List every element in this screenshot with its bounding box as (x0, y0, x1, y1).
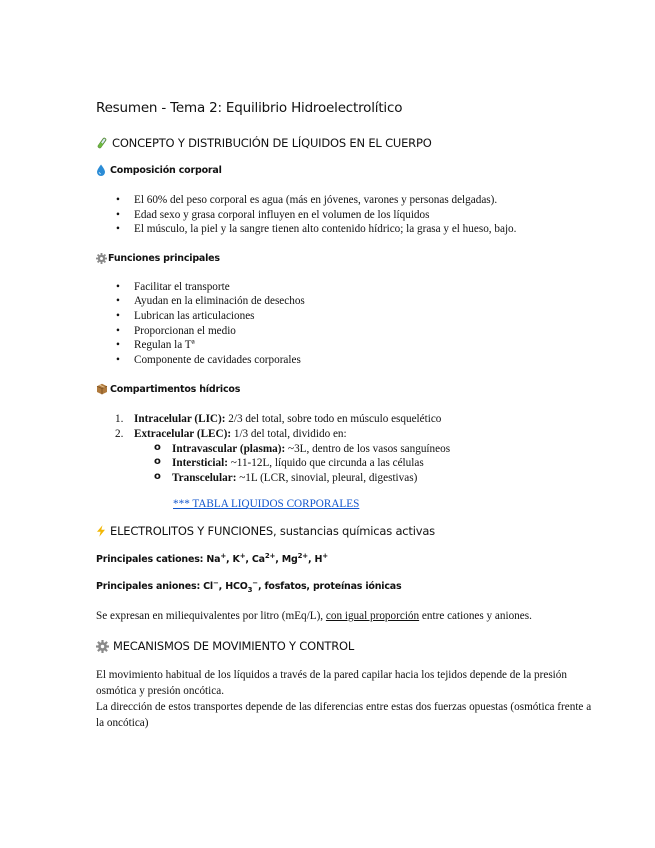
section-heading-text: MECANISMOS DE MOVIMIENTO Y CONTROL (113, 639, 355, 654)
list-item: • Regulan la Tª (96, 338, 595, 353)
list-item: • Componente de cavidades corporales (96, 353, 595, 368)
test-tube-icon (96, 137, 108, 149)
sub-list-item: o Intravascular (plasma): ~3L, dentro de los vasos sanguíneos (96, 442, 595, 457)
subheading-text: Funciones principales (108, 252, 220, 264)
list-item: • El músculo, la piel y la sangre tienen alto contenido hídrico; la grasa y el hueso, bajo. (96, 222, 595, 237)
lightning-icon (96, 525, 106, 537)
sub-list-item: o Transcelular: ~1L (LCR, sinovial, pleural, digestivas) (96, 471, 595, 486)
section-heading-text: CONCEPTO Y DISTRIBUCIÓN DE LÍQUIDOS EN EL CUERPO (112, 136, 432, 150)
gear-icon (96, 253, 107, 264)
compartimentos-list (96, 412, 595, 485)
cationes-line: Principales cationes: Na+, K+, $Ca^{2+}$, $Mg^{2+}$, H+ (96, 552, 328, 566)
subheading-text: Compartimentos hídricos (110, 383, 241, 395)
section-heading-mecanismos (96, 639, 595, 653)
list-item: • Edad sexo y grasa corporal influyen en el volumen de los líquidos (96, 208, 595, 223)
composicion-list (96, 193, 595, 237)
package-icon (96, 383, 108, 395)
document-title: Resumen - Tema 2: Equilibrio Hidroelectrolítico (96, 100, 403, 116)
mecanismos-paragraph-1: El movimiento habitual de los líquidos a través de la pared capilar hacia los tejidos depende de la presión osmótica y presión oncótica. (96, 669, 567, 698)
list-item: • Proporcionan el medio (96, 324, 595, 339)
section-heading-text: ELECTROLITOS Y FUNCIONES, sustancias químicas activas (110, 524, 435, 539)
funciones-list (96, 280, 595, 368)
list-item: • Facilitar el transporte (96, 280, 595, 295)
tabla-liquidos-link[interactable]: *** TABLA LIQUIDOS CORPORALES (173, 498, 360, 511)
aniones-line: Principales aniones: Cl−, $HCO_3^-$, fosfatos, proteínas iónicas (96, 579, 402, 595)
sub-list-item: o Intersticial: ~11-12L, líquido que circunda a las células (96, 456, 595, 471)
list-item: • Ayudan en la eliminación de desechos (96, 294, 595, 309)
subheading-composicion (96, 164, 595, 176)
list-item: • Lubrican las articulaciones (96, 309, 595, 324)
list-item: • El 60% del peso corporal es agua (más en jóvenes, varones y personas delgadas). (96, 193, 595, 208)
list-item: 1. Intracelular (LIC): 2/3 del total, sobre todo en músculo esquelético (115, 413, 442, 426)
subheading-compartimentos (96, 383, 595, 395)
section-heading-concepto (96, 136, 595, 150)
droplet-icon (96, 164, 106, 176)
electrolitos-paragraph: Se expresan en miliequivalentes por litro (mEq/L), con igual proporción entre cationes y aniones. (96, 610, 532, 623)
gear-icon (96, 640, 109, 653)
mecanismos-paragraph-2: La dirección de estos transportes depende de las diferencias entre estas dos fuerzas opuestas (osmótica frente a la oncótica) (96, 701, 592, 730)
section-heading-electrolitos (96, 524, 595, 538)
list-item: 2. Extracelular (LEC): 1/3 del total, dividido en: o Intravascular (plasma): ~3L, dentro de los vasos sanguíneos o Intersticial: ~11-12L, líquido que circunda a las células o Transcelular: ~1L (LCR, sinovial, pleural, digestivas) (96, 427, 595, 485)
subheading-text: Composición corporal (110, 164, 222, 176)
subheading-funciones (96, 253, 595, 264)
extracelular-sublist (134, 442, 595, 486)
